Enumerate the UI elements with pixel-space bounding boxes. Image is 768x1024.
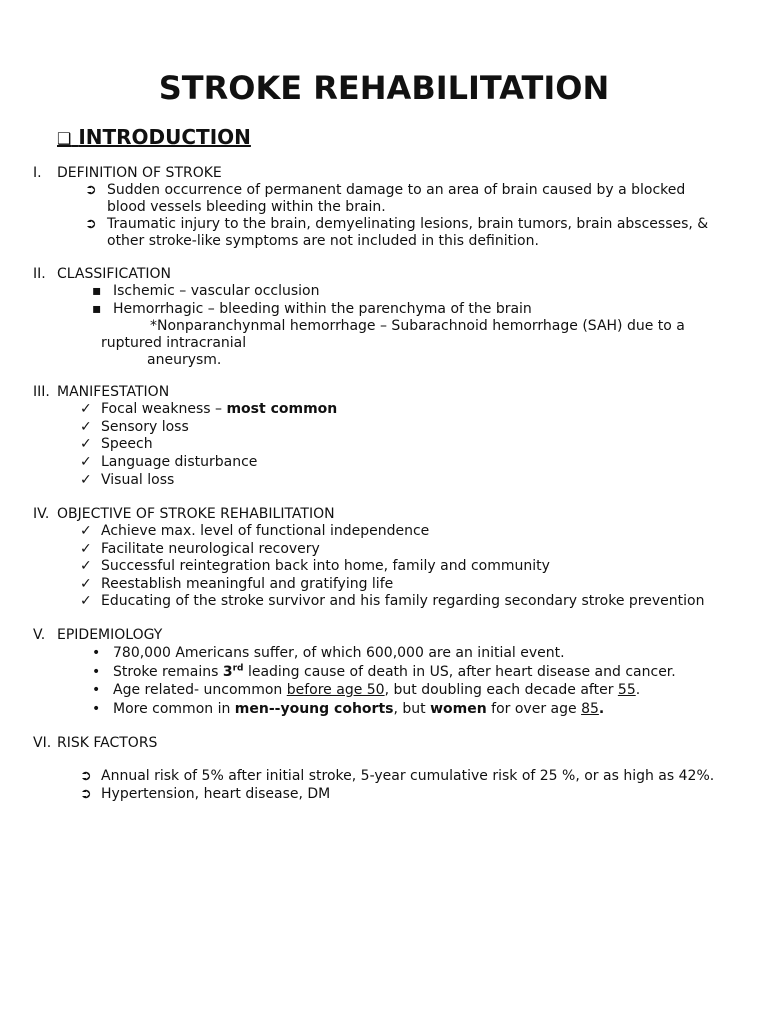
section-numeral: IV. bbox=[33, 506, 50, 522]
section-numeral: VI. bbox=[33, 735, 52, 751]
item-text: Stroke remains bbox=[113, 664, 223, 680]
check-icon: ✓ bbox=[80, 472, 92, 488]
check-icon: ✓ bbox=[80, 541, 92, 557]
item-emphasis: . bbox=[598, 701, 605, 717]
section-numeral: V. bbox=[33, 627, 46, 643]
list-item-text: Successful reintegration back into home, family and community bbox=[101, 558, 550, 574]
check-icon: ✓ bbox=[80, 419, 92, 435]
introduction-label: INTRODUCTION bbox=[78, 125, 251, 149]
ordinal-suffix: rd bbox=[232, 663, 244, 674]
note-line: ruptured intracranial bbox=[101, 335, 247, 351]
dot-bullet-icon: • bbox=[92, 664, 101, 680]
arrow-bullet-icon: ➲ bbox=[85, 182, 97, 198]
list-item-text: Reestablish meaningful and gratifying life bbox=[101, 576, 394, 592]
page-title: STROKE REHABILITATION bbox=[158, 69, 610, 107]
check-icon: ✓ bbox=[80, 454, 92, 470]
list-item-text: Speech bbox=[101, 436, 153, 452]
item-text: Age related- uncommon bbox=[113, 682, 287, 698]
list-item-text bbox=[113, 682, 640, 699]
square-bullet-icon: ▪ bbox=[92, 283, 102, 299]
list-item-text: blood vessels bleeding within the brain. bbox=[107, 199, 386, 215]
item-text: for over age bbox=[486, 701, 582, 717]
list-item-text: Sudden occurrence of permanent damage to an area of brain caused by a blocked bbox=[107, 182, 686, 198]
section-heading-objective: OBJECTIVE OF STROKE REHABILITATION bbox=[57, 506, 335, 522]
section-heading-epidemiology: EPIDEMIOLOGY bbox=[57, 627, 163, 643]
arrow-bullet-icon: ➲ bbox=[80, 768, 92, 784]
item-underline: 85 bbox=[581, 701, 599, 717]
item-emphasis: most common bbox=[226, 401, 338, 417]
check-icon: ✓ bbox=[80, 436, 92, 452]
note-line: aneurysm. bbox=[147, 352, 222, 368]
item-emphasis: 3 bbox=[222, 664, 233, 680]
list-item-text: Sensory loss bbox=[101, 419, 189, 435]
item-text: , but bbox=[393, 701, 431, 717]
dot-bullet-icon: • bbox=[92, 682, 101, 698]
list-item-text: Annual risk of 5% after initial stroke, 5-year cumulative risk of 25 %, or as high as 42%. bbox=[101, 768, 715, 784]
item-text: More common in bbox=[113, 701, 235, 717]
section-numeral: III. bbox=[33, 384, 50, 400]
arrow-bullet-icon: ➲ bbox=[80, 786, 92, 802]
list-item-text: 780,000 Americans suffer, of which 600,000 are an initial event. bbox=[113, 645, 565, 661]
section-numeral: I. bbox=[33, 165, 42, 181]
item-text: . bbox=[635, 682, 641, 698]
list-item-text: Language disturbance bbox=[101, 454, 258, 470]
list-item-text bbox=[101, 401, 337, 418]
check-icon: ✓ bbox=[80, 576, 92, 592]
section-heading-risk-factors: RISK FACTORS bbox=[57, 735, 158, 751]
section-heading-classification: CLASSIFICATION bbox=[57, 266, 171, 282]
item-underline: before age 50 bbox=[286, 682, 385, 698]
dot-bullet-icon: • bbox=[92, 701, 101, 717]
list-item-text: Facilitate neurological recovery bbox=[101, 541, 320, 557]
check-icon: ✓ bbox=[80, 593, 92, 609]
item-text: , but doubling each decade after bbox=[384, 682, 618, 698]
list-item-text: Visual loss bbox=[101, 472, 175, 488]
list-item-text: other stroke-like symptoms are not included in this definition. bbox=[107, 233, 539, 249]
list-item-text: Educating of the stroke survivor and his family regarding secondary stroke prevention bbox=[101, 593, 705, 609]
list-item-text: Achieve max. level of functional independence bbox=[101, 523, 430, 539]
item-text: leading cause of death in US, after heart disease and cancer. bbox=[243, 664, 676, 680]
square-bullet-icon: ▪ bbox=[92, 301, 102, 317]
list-item-text bbox=[113, 664, 676, 681]
note-line: *Nonparanchynmal hemorrhage – Subarachnoid hemorrhage (SAH) due to a bbox=[150, 318, 685, 334]
item-emphasis: women bbox=[430, 701, 487, 717]
list-item-text: Ischemic – vascular occlusion bbox=[113, 283, 320, 299]
list-item-text: Hemorrhagic – bleeding within the parenchyma of the brain bbox=[113, 301, 532, 317]
list-item-text: Hypertension, heart disease, DM bbox=[101, 786, 331, 802]
check-icon: ✓ bbox=[80, 558, 92, 574]
list-item-text bbox=[113, 701, 604, 718]
section-heading-manifestation: MANIFESTATION bbox=[57, 384, 170, 400]
item-underline: 55 bbox=[617, 682, 636, 698]
dot-bullet-icon: • bbox=[92, 645, 101, 661]
list-item-text: Traumatic injury to the brain, demyelinating lesions, brain tumors, brain abscesses, & bbox=[107, 216, 709, 232]
section-heading-definition: DEFINITION OF STROKE bbox=[57, 165, 222, 181]
checkbox-square-icon: ❑ bbox=[57, 129, 72, 148]
item-emphasis: men--young cohorts bbox=[234, 701, 394, 717]
section-numeral: II. bbox=[33, 266, 46, 282]
check-icon: ✓ bbox=[80, 401, 92, 417]
item-text: Focal weakness – bbox=[101, 401, 227, 417]
arrow-bullet-icon: ➲ bbox=[85, 216, 97, 232]
check-icon: ✓ bbox=[80, 523, 92, 539]
introduction-heading bbox=[57, 125, 251, 151]
